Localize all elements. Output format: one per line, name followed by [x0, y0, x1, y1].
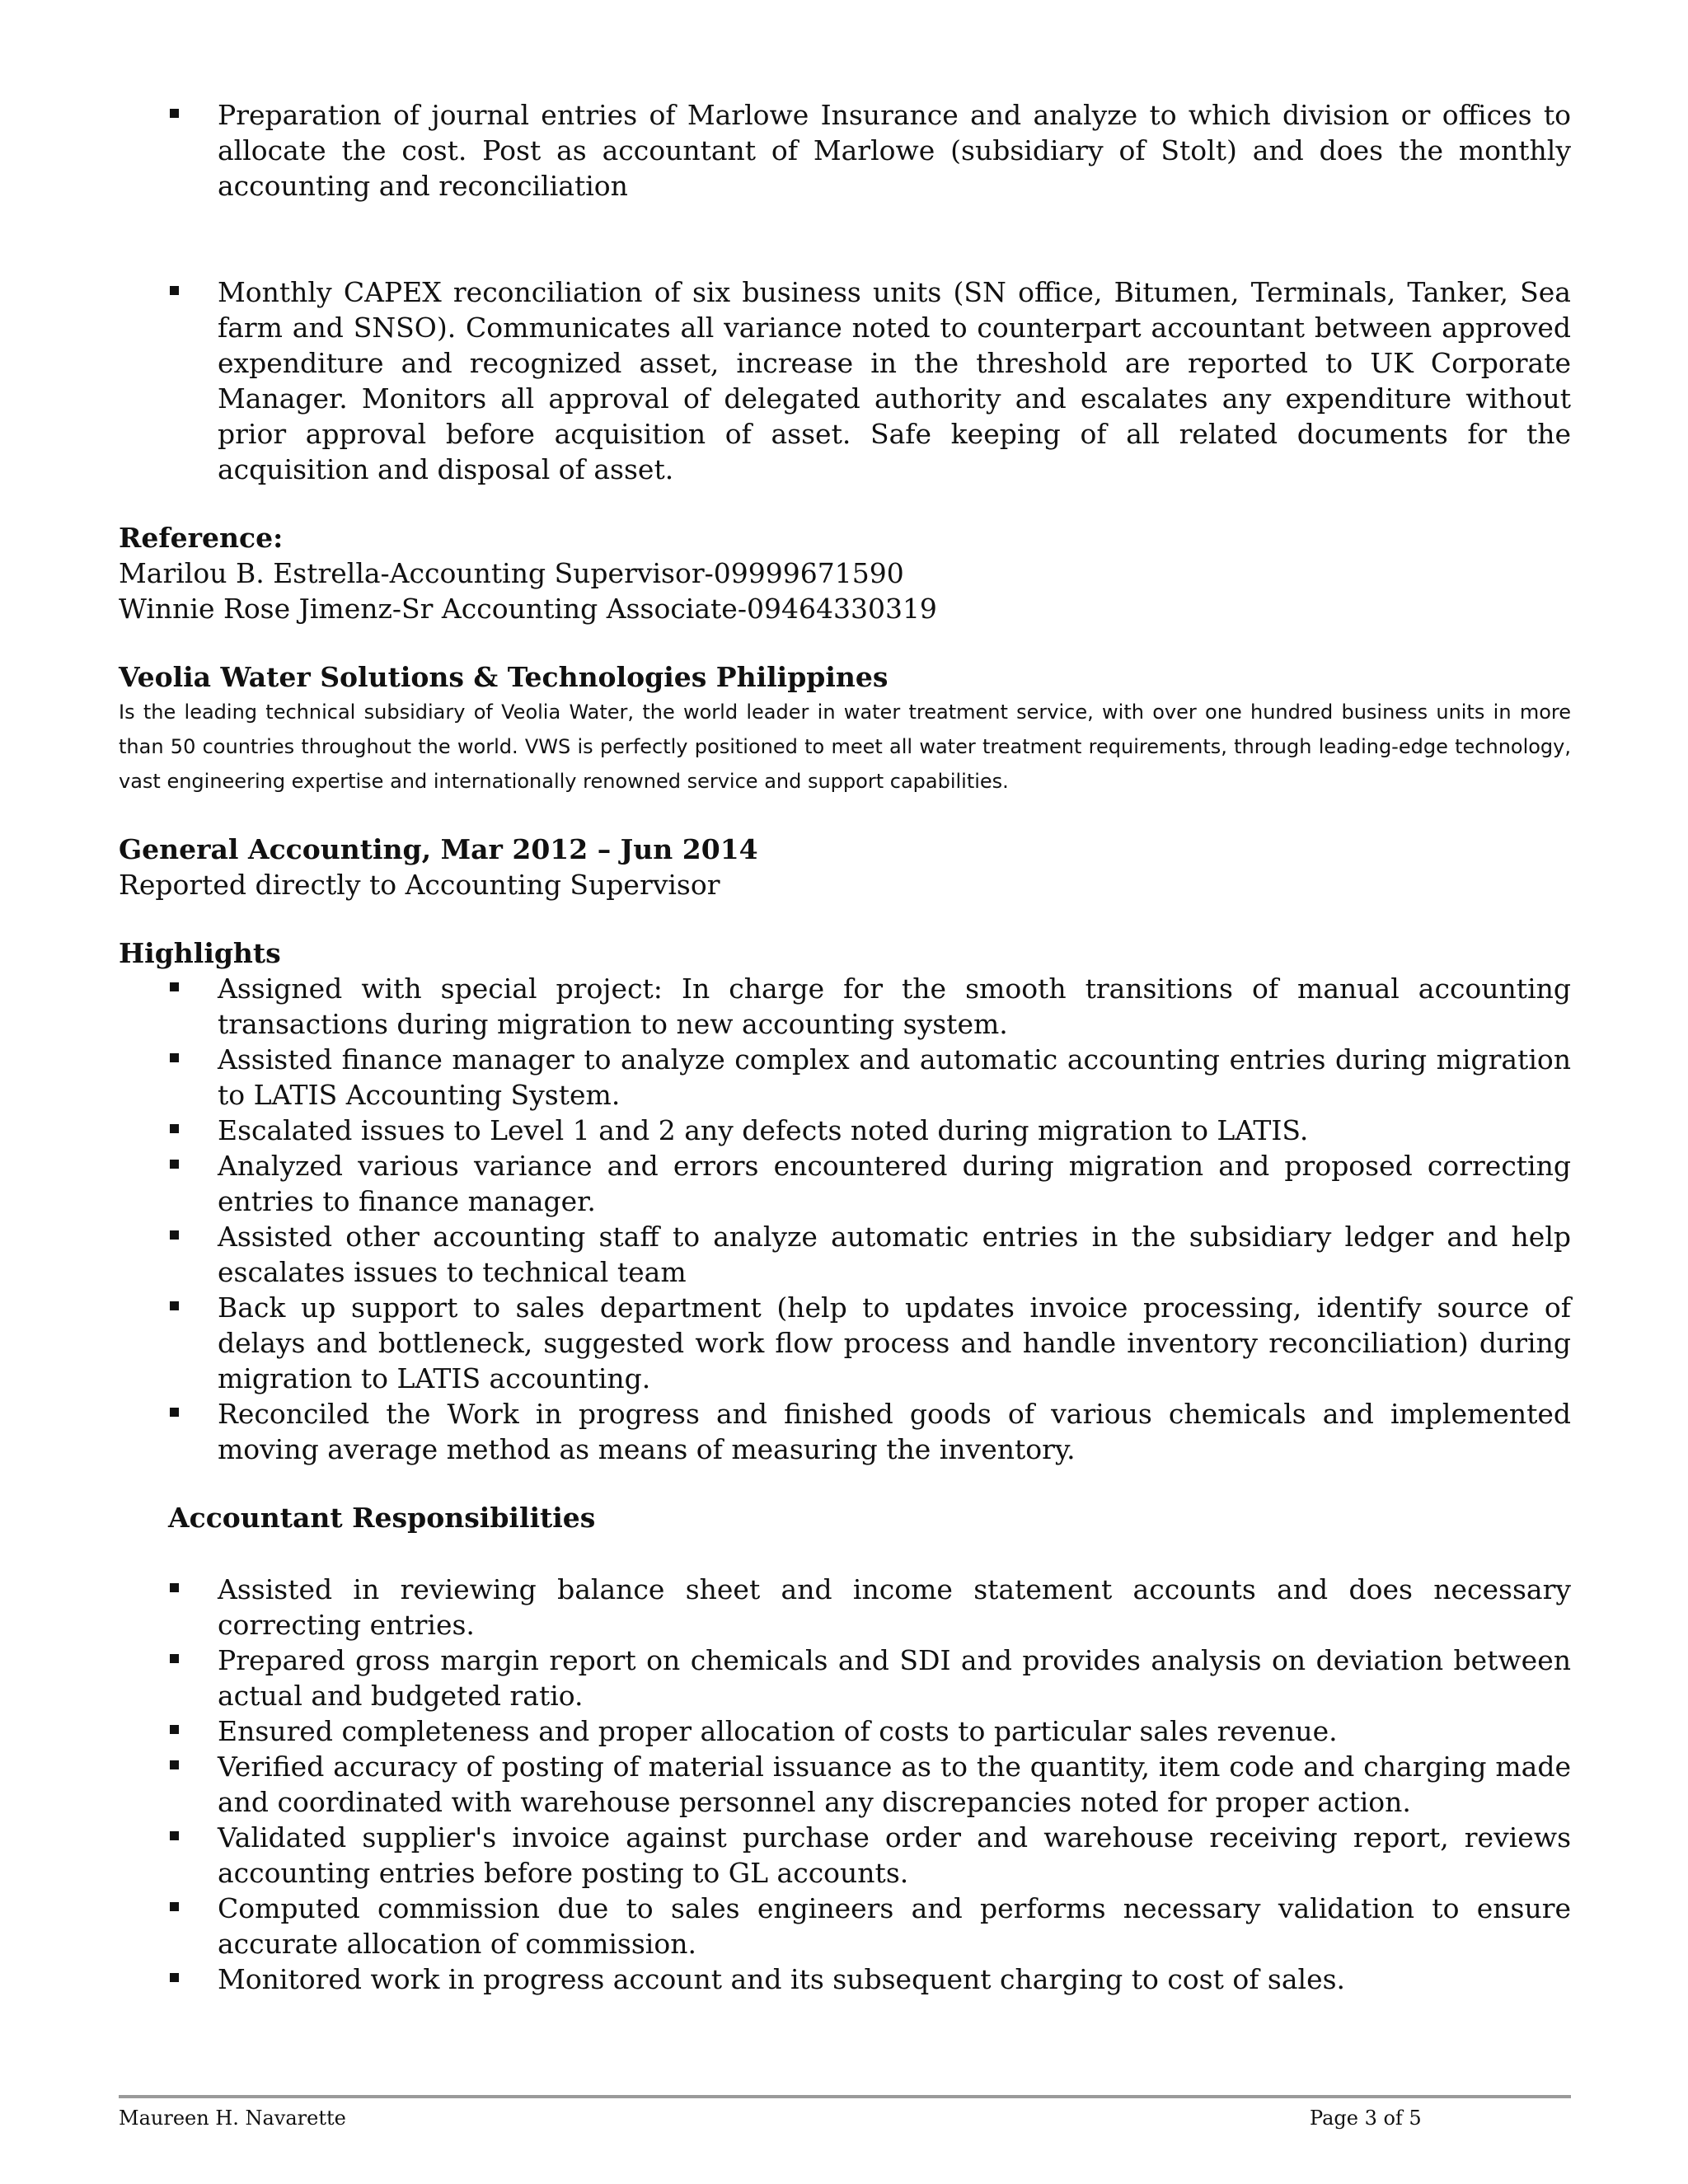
highlights-list: [119, 971, 1571, 1467]
top-bullet-list-2: [119, 274, 1571, 487]
list-item: Assisted finance manager to analyze complex and automatic accounting entries during migration to LATIS Accounting System.: [119, 1042, 1571, 1113]
list-item: Assisted in reviewing balance sheet and income statement accounts and does necessary correcting entries.: [119, 1572, 1571, 1643]
list-item: Preparation of journal entries of Marlowe Insurance and analyze to which division or offices to allocate the cost. Post as accountant of Marlowe (subsidiary of Stolt) and does the monthly accounting and reconciliation: [119, 97, 1571, 204]
company-name: Veolia Water Solutions & Technologies Philippines: [119, 661, 889, 693]
responsibilities-list: [119, 1572, 1571, 1997]
list-item: Ensured completeness and proper allocation of costs to particular sales revenue.: [119, 1713, 1571, 1749]
reference-line: Marilou B. Estrella-Accounting Supervisor-09999671590: [119, 557, 904, 589]
list-item: Computed commission due to sales engineers and performs necessary validation to ensure accurate allocation of commission.: [119, 1891, 1571, 1961]
list-item: Analyzed various variance and errors encountered during migration and proposed correcting entries to finance manager.: [119, 1148, 1571, 1219]
footer-author-name: Maureen H. Navarette: [119, 2107, 346, 2130]
list-item: Back up support to sales department (help to updates invoice processing, identify source of delays and bottleneck, suggested work flow process and handle inventory reconciliation) during migration to LATIS accounting.: [119, 1290, 1571, 1396]
resume-page: [119, 97, 1571, 1997]
list-item: Assisted other accounting staff to analyze automatic entries in the subsidiary ledger and help escalates issues to technical team: [119, 1219, 1571, 1290]
reports-to: Reported directly to Accounting Supervisor: [119, 869, 720, 901]
list-item: Verified accuracy of posting of material issuance as to the quantity, item code and charging made and coordinated with warehouse personnel any discrepancies noted for proper action.: [119, 1749, 1571, 1820]
reference-line: Winnie Rose Jimenz-Sr Accounting Associate-09464330319: [119, 593, 937, 625]
footer-page-number: Page 3 of 5: [1310, 2107, 1422, 2130]
highlights-heading: Highlights: [119, 937, 281, 969]
list-item: Assigned with special project: In charge for the smooth transitions of manual accounting transactions during migration to new accounting system.: [119, 971, 1571, 1042]
top-bullet-list: [119, 97, 1571, 204]
list-item: Prepared gross margin report on chemicals and SDI and provides analysis on deviation between actual and budgeted ratio.: [119, 1643, 1571, 1713]
responsibilities-heading: Accountant Responsibilities: [168, 1502, 596, 1534]
list-item: Monthly CAPEX reconciliation of six business units (SN office, Bitumen, Terminals, Tanker, Sea farm and SNSO). Communicates all variance noted to counterpart accountant between approved expenditure and recognized asset, increase in the threshold are reported to UK Corporate Manager. Monitors all approval of delegated authority and escalates any expenditure without prior approval before acquisition of asset. Safe keeping of all related documents for the acquisition and disposal of asset.: [119, 274, 1571, 487]
position-title: General Accounting, Mar 2012 – Jun 2014: [119, 833, 758, 865]
list-item: Escalated issues to Level 1 and 2 any defects noted during migration to LATIS.: [119, 1113, 1571, 1148]
company-description: Is the leading technical subsidiary of Veolia Water, the world leader in water treatment service, with over one hundred business units in more than 50 countries throughout the world. VWS is perfectly positioned to meet all water treatment requirements, through leading-edge technology, vast engineering expertise and internationally renowned service and support capabilities.: [119, 701, 1571, 793]
footer-divider: [119, 2095, 1571, 2098]
list-item: Validated supplier's invoice against purchase order and warehouse receiving report, reviews accounting entries before posting to GL accounts.: [119, 1820, 1571, 1891]
list-item: Monitored work in progress account and its subsequent charging to cost of sales.: [119, 1961, 1571, 1997]
list-item: Reconciled the Work in progress and finished goods of various chemicals and implemented moving average method as means of measuring the inventory.: [119, 1396, 1571, 1467]
reference-heading: Reference:: [119, 522, 284, 554]
